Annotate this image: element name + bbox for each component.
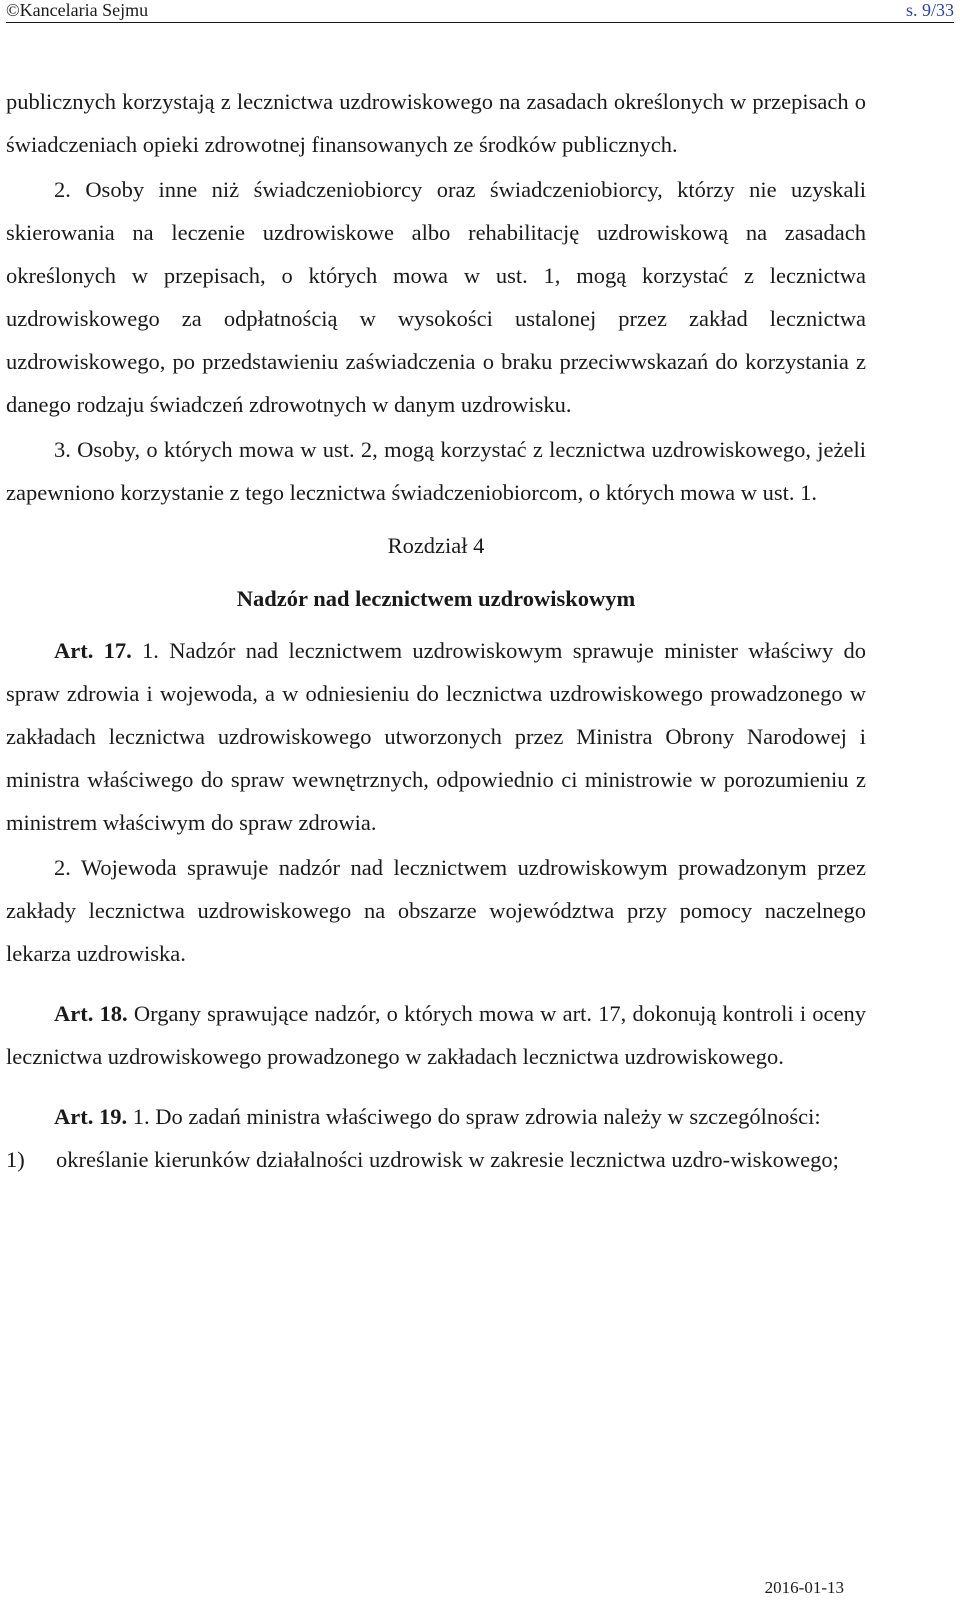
copyright-label: ©Kancelaria Sejmu — [6, 0, 149, 20]
article-17-label: Art. 17. — [54, 638, 132, 663]
document-body — [6, 80, 866, 1181]
chapter-number: Rozdział 4 — [387, 533, 485, 558]
article-19-label: Art. 19. — [54, 1104, 128, 1129]
footer-date: 2016-01-13 — [764, 1578, 844, 1597]
list-item-text: określanie kierunków działalności uzdrowisk w zakresie lecznictwa uzdro-wiskowego; — [56, 1147, 839, 1172]
article-18-text: Organy sprawujące nadzór, o których mowa w art. 17, dokonują kontroli i oceny lecznictwa uzdrowiskowego prowadzonego w zakładach lecznictwa uzdrowiskowego. — [6, 1001, 866, 1069]
page-number[interactable]: s. 9/33 — [905, 0, 954, 20]
paragraph-continuation: publicznych korzystają z lecznictwa uzdrowiskowego na zasadach określonych w przepisach o świadczeniach opieki zdrowotnej finansowanych ze środków publicznych. — [6, 89, 866, 157]
article-17-para-2: 2. Wojewoda sprawuje nadzór nad lecznictwem uzdrowiskowym prowadzonym przez zakłady lecznictwa uzdrowiskowego na obszarze województwa przy pomocy naczelnego lekarza uzdrowiska. — [6, 855, 866, 966]
list-item-number: 1) — [6, 1147, 25, 1172]
article-18 — [6, 992, 866, 1078]
article-17-text: 1. Nadzór nad lecznictwem uzdrowiskowym sprawuje minister właściwy do spraw zdrowia i wojewoda, a w odniesieniu do lecznictwa uzdrowiskowego prowadzonego w zakładach lecznictwa uzdrowiskowego utworzonych przez Ministra Obrony Narodowej i ministra właściwego do spraw wewnętrznych, odpowiednio ci ministrowie w porozumieniu z ministrem właściwym do spraw zdrowia. — [6, 638, 866, 835]
article-19 — [6, 1095, 866, 1138]
paragraph-ust-2: 2. Osoby inne niż świadczeniobiorcy oraz świadczeniobiorcy, którzy nie uzyskali skierowania na leczenie uzdrowiskowe albo rehabilitację uzdrowiskową na zasadach określonych w przepisach, o których mowa w ust. 1, mogą korzystać z lecznictwa uzdrowiskowego za odpłatnością w wysokości ustalonej przez zakład lecznictwa uzdrowiskowego, po przedstawieniu zaświadczenia o braku przeciwwskazań do korzystania z danego rodzaju świadczeń zdrowotnych w danym uzdrowisku. — [6, 177, 866, 417]
paragraph-ust-3: 3. Osoby, o których mowa w ust. 2, mogą korzystać z lecznictwa uzdrowiskowego, jeżeli zapewniono korzystanie z tego lecznictwa świadczeniobiorcom, o których mowa w ust. 1. — [6, 437, 866, 505]
article-19-text: 1. Do zadań ministra właściwego do spraw zdrowia należy w szczególności: — [127, 1104, 821, 1129]
list-item — [6, 1138, 866, 1181]
page-header — [6, 0, 954, 23]
article-17-para-1 — [6, 629, 866, 844]
article-18-label: Art. 18. — [54, 1001, 128, 1026]
chapter-title: Nadzór nad lecznictwem uzdrowiskowym — [236, 586, 636, 611]
